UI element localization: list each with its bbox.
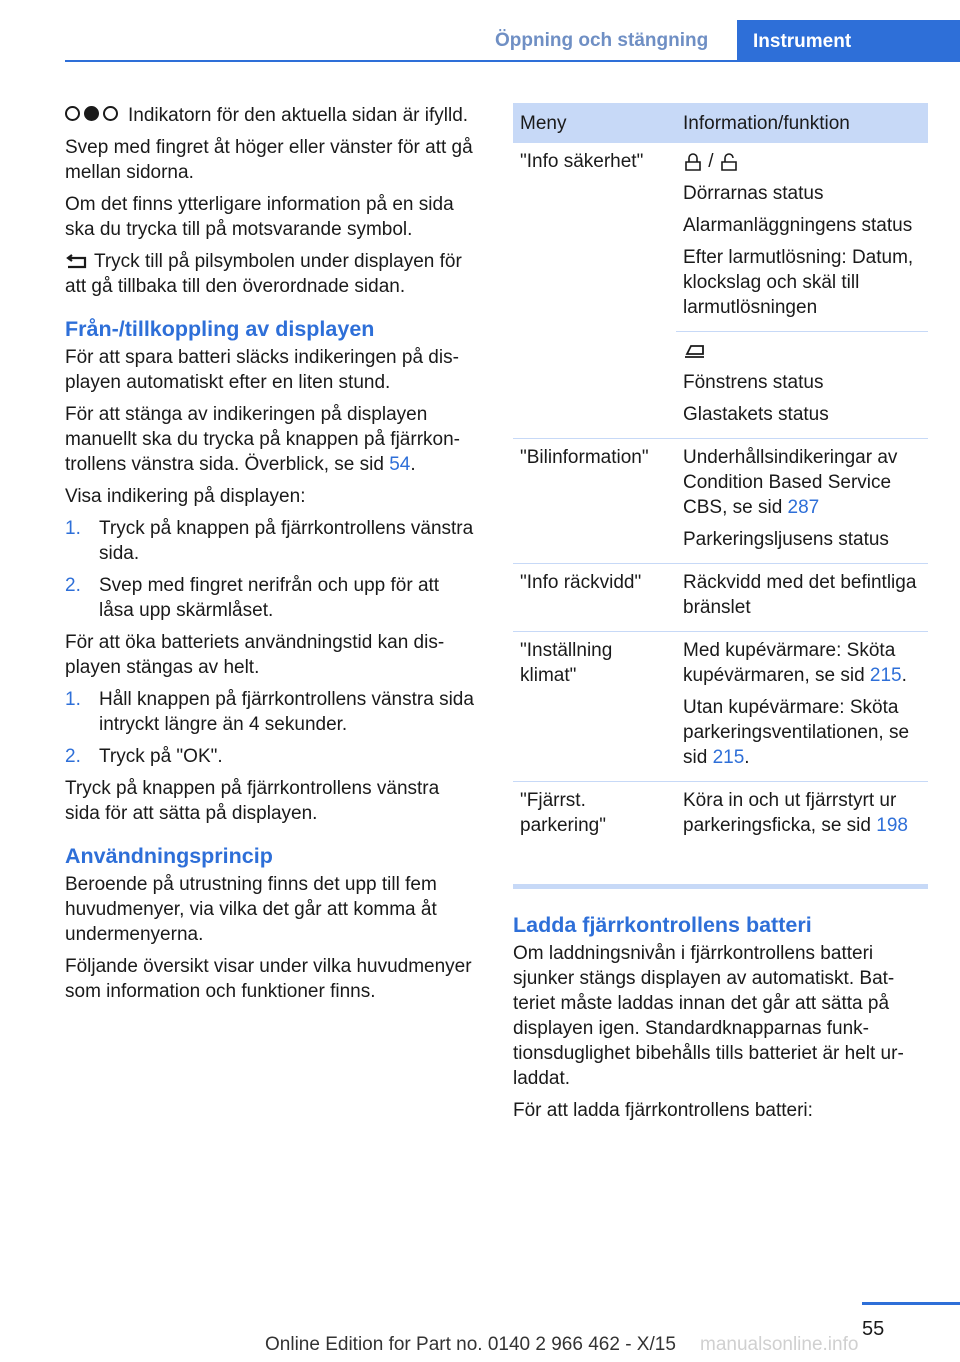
header-rule [65, 60, 960, 62]
left-column [65, 103, 477, 1011]
paragraph: För att stänga av indikeringen på displayen manuellt ska du trycka på knappen på fjärrkontrollens vänstra sida. Överblick, se sid 54. [65, 404, 460, 475]
table-row: "Inställning klimat" Med kupévärmare: Sköta kupévärmaren, se sid 215. Utan kupévärmare: Sköta parkeringsventilationen, se sid 215. [513, 632, 928, 782]
paragraph: Om laddningsnivån i fjärrkontrollens batteri sjunker stängs displayen av automatiskt. Batteriet måste laddas innan det går att sätta på displayen igen. Standardknapparnas funktionsduglighet bibehålls tills batteriet är helt urladdat. [513, 943, 904, 1089]
paragraph: Beroende på utrustning finns det upp till fem huvudmenyer, via vilka det går att komma åt undermenyerna. [65, 874, 437, 945]
paragraph: Indikatorn för den aktuella sidan är ifylld. [65, 103, 477, 128]
section-heading: Ladda fjärrkontrollens batteri [513, 913, 812, 937]
paragraph: Svep med fingret åt höger eller vänster för att gå mellan sidorna. [65, 137, 473, 183]
edition-line: Online Edition for Part no. 0140 2 966 462 - X/15 [265, 1334, 676, 1355]
page-link[interactable]: 215 [712, 747, 745, 768]
table-bottom-rule [513, 884, 928, 889]
table-header-row [513, 103, 928, 143]
paragraph: För att öka batteriets användningstid kan displayen stängas av helt. [65, 632, 445, 678]
paragraph: Tryck till på pilsymbolen under displayen för att gå tillbaka till den överordnade sidan. [65, 251, 462, 297]
page-number: 55 [862, 1318, 885, 1340]
list-item: 1. Tryck på knappen på fjärrkontrollens vänstra sida. [65, 518, 474, 564]
back-arrow-icon [65, 254, 89, 270]
page-indicator-dots-icon [65, 106, 118, 121]
paragraph: Visa indikering på displayen: [65, 486, 306, 507]
list-item: 2. Tryck på "OK". [65, 746, 223, 767]
header-tab [737, 20, 960, 62]
table-header: Meny Information/funktion [513, 103, 928, 143]
right-column [513, 912, 928, 1130]
table-row: "Info räckvidd" Räckvidd med det befintliga bränslet [513, 564, 928, 632]
window-icon [683, 342, 707, 360]
list-item: 1. Håll knappen på fjärrkontrollens vänstra sida intryckt längre än 4 sekunder. [65, 689, 474, 735]
page-link[interactable]: 215 [869, 665, 902, 686]
door-open-icon [719, 152, 743, 172]
page-link[interactable]: 198 [876, 815, 908, 836]
menu-table [513, 103, 928, 849]
paragraph: Tryck på knappen på fjärrkontrollens vänstra sida för att sätta på displayen. [65, 778, 440, 824]
header-section-title: Öppning och stängning [495, 30, 709, 51]
paragraph: Följande översikt visar under vilka huvudmenyer som information och funktioner finns. [65, 956, 472, 1002]
table-row: Fönstrens status Glastakets status [513, 332, 928, 439]
paragraph: Om det finns ytterligare information på en sida ska du trycka till på motsvarande symbol. [65, 194, 454, 240]
footer-rule [862, 1302, 960, 1305]
table-row: "Bilinformation" Underhållsindikeringar av Condition Based Service CBS, se sid 287 Parkeringsljusens status [513, 439, 928, 564]
section-heading: Från-/tillkoppling av displayen [65, 317, 375, 341]
page-link[interactable]: 54 [389, 454, 411, 475]
paragraph: För att spara batteri släcks indikeringen på displayen automatiskt efter en liten stund. [65, 347, 459, 393]
numbered-list [65, 687, 477, 769]
numbered-list [65, 516, 477, 623]
page-header [0, 0, 960, 62]
table-row: "Info säkerhet" / Dörrarnas status Alarmanläggningens status Efter larmutlösning: Datum, klockslag och skäl till larmutlösningen [520, 151, 914, 318]
watermark: manualsonline.info [700, 1334, 859, 1355]
page-link[interactable]: 287 [787, 497, 820, 518]
list-item: 2. Svep med fingret nerifrån och upp för att låsa upp skärmlåset. [65, 575, 440, 621]
table-row: "Fjärrst. parkering" Köra in och ut fjärrstyrt ur parkeringsficka, se sid 198 [513, 782, 928, 850]
header-tab-label: Instrument [753, 31, 852, 52]
paragraph: För att ladda fjärrkontrollens batteri: [513, 1100, 813, 1121]
section-heading: Användningsprincip [65, 844, 273, 868]
door-closed-icon [683, 152, 703, 172]
